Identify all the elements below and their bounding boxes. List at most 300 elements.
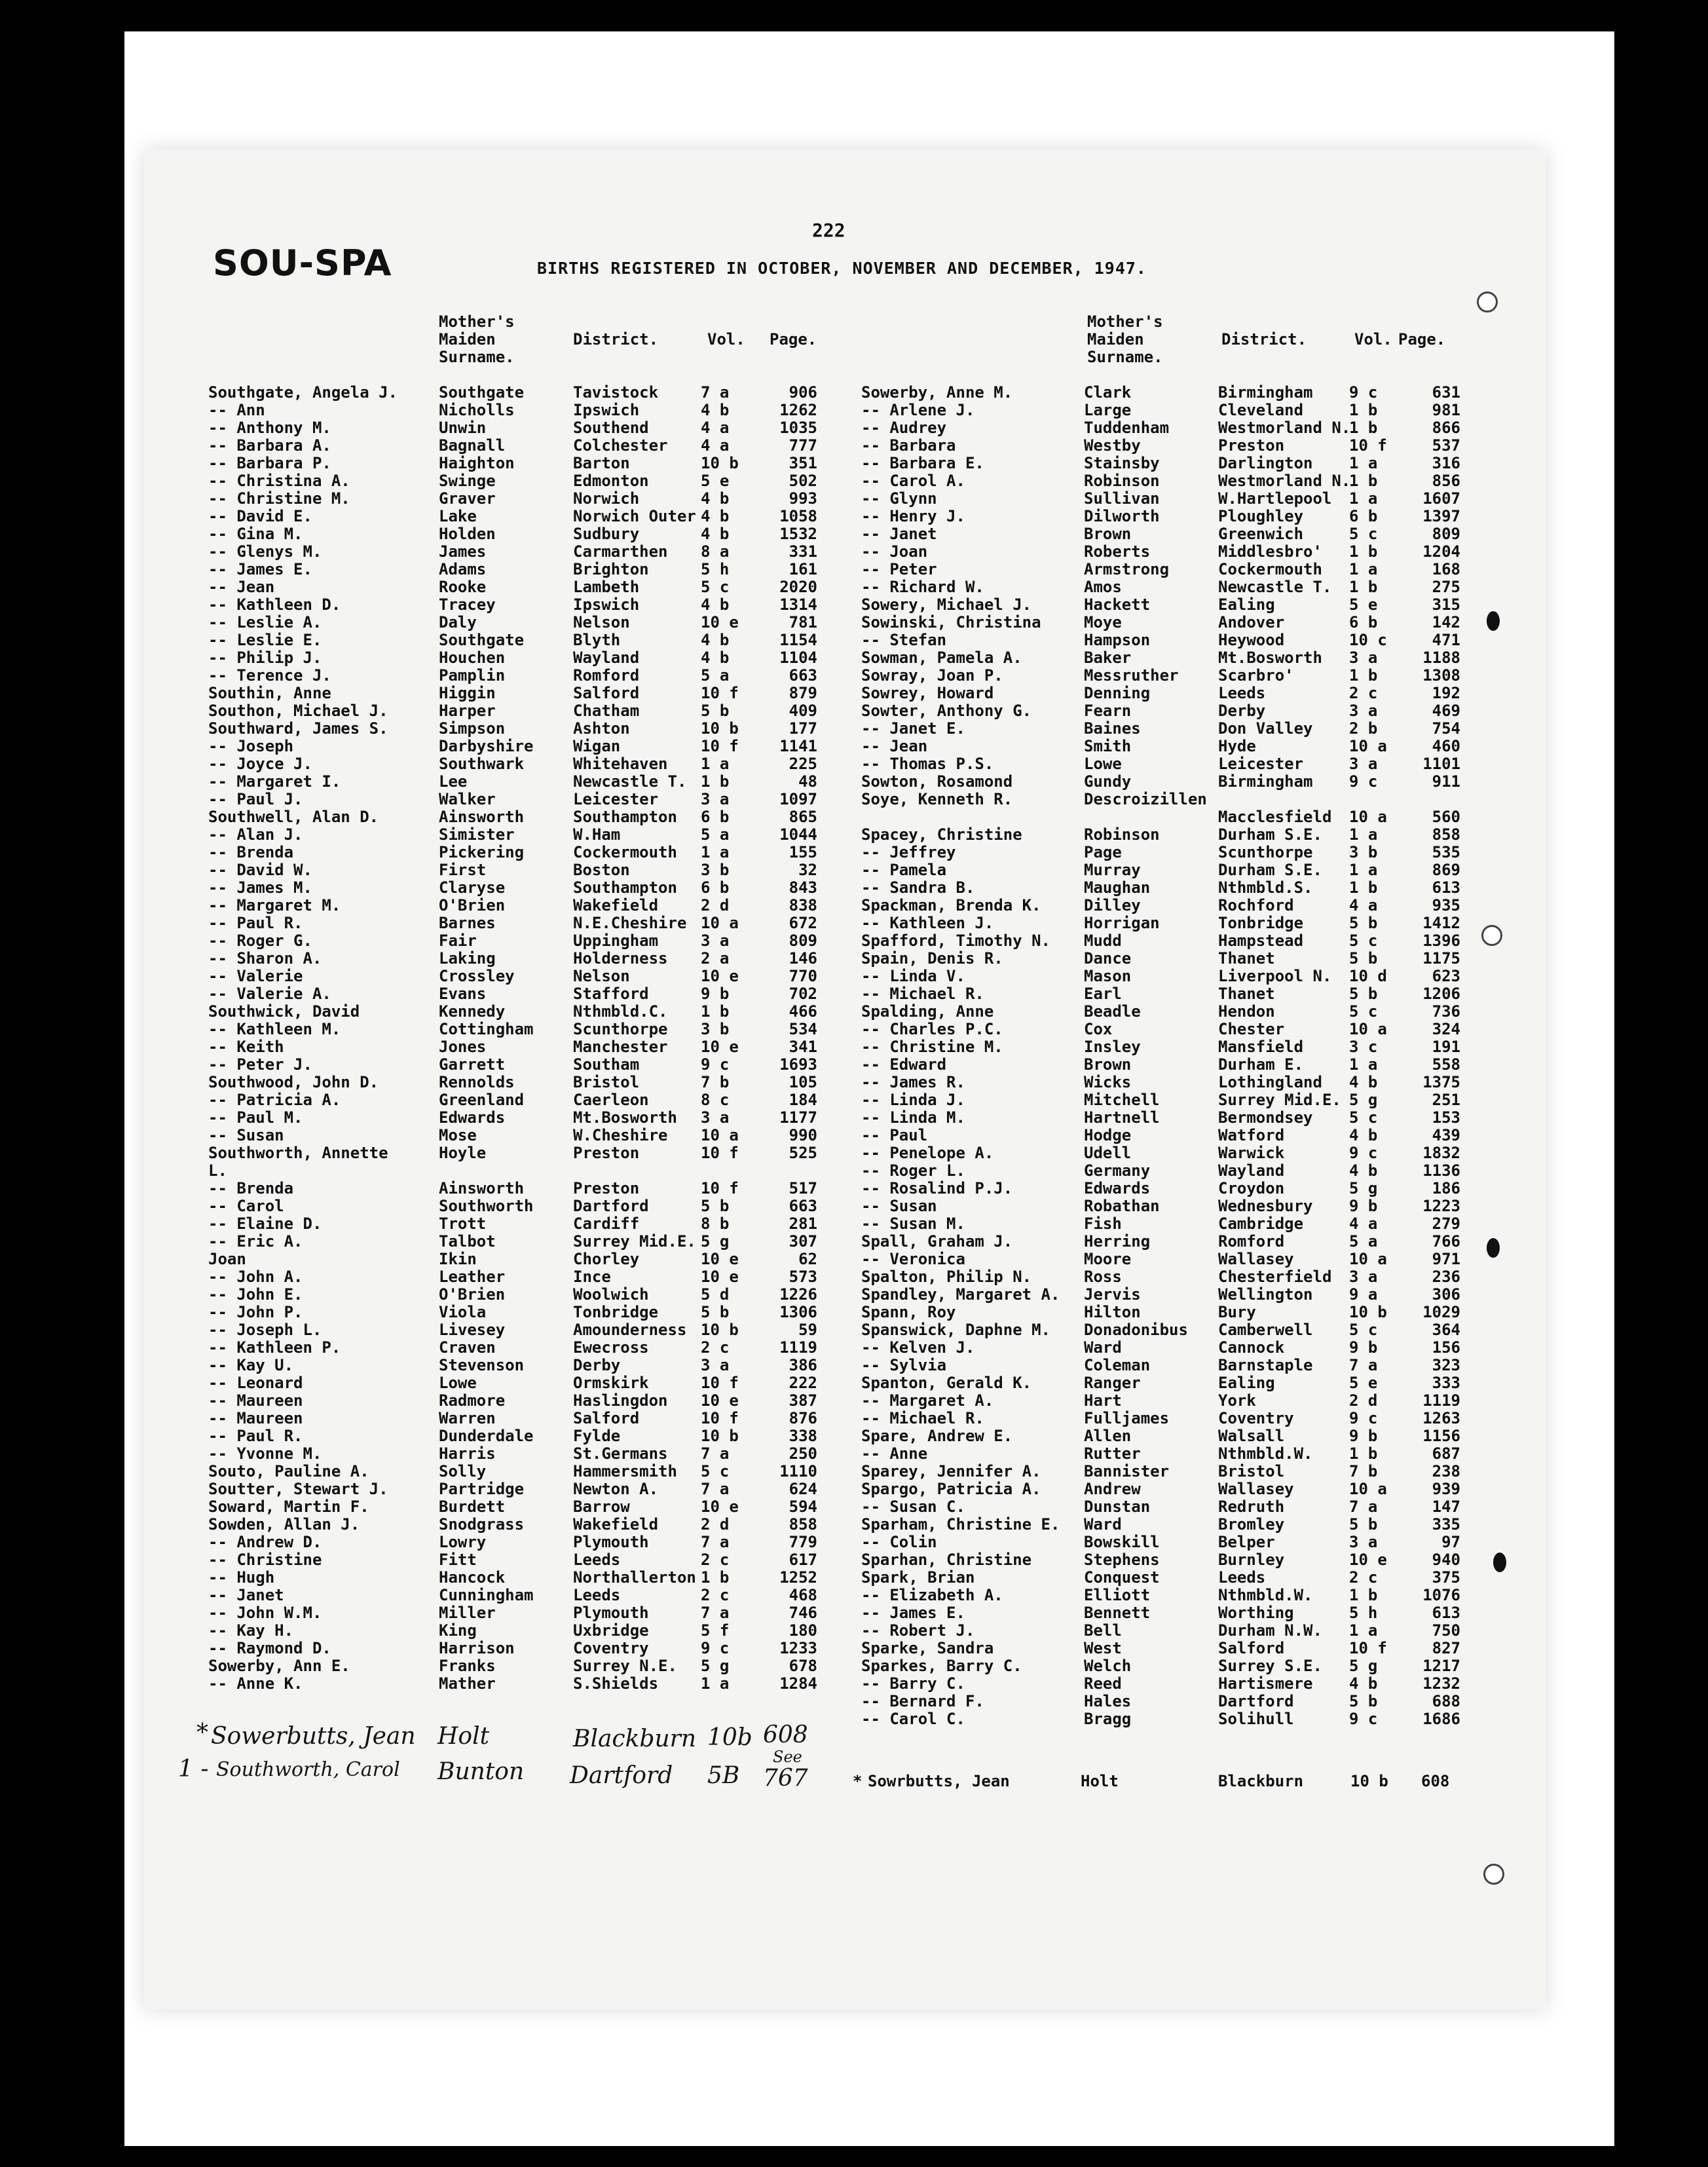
binder-hole [1483, 1864, 1504, 1885]
entry-page: 351 [789, 454, 817, 472]
entry-mother-maiden-name: Southwark [439, 755, 525, 773]
entry-child-name: -- John E. [208, 1285, 303, 1304]
entry-page: 766 [1432, 1232, 1460, 1251]
entry-district: Tavistock [573, 383, 659, 402]
entry-page: 827 [1432, 1639, 1460, 1657]
entry-volume: 8 a [701, 542, 730, 561]
entry-volume: 1 b [1349, 578, 1378, 596]
entry-child-name: -- Patricia A. [208, 1091, 341, 1109]
entry-page: 250 [789, 1444, 817, 1463]
entry-mother-maiden-name: Garrett [439, 1055, 506, 1074]
entry-district: Worthing [1218, 1604, 1294, 1622]
entry-volume: 4 b [1349, 1126, 1378, 1144]
entry-child-name: Spain, Denis R. [861, 949, 1003, 968]
entry-district: Dartford [1218, 1692, 1294, 1710]
entry-volume: 2 c [1349, 1568, 1378, 1587]
entry-mother-maiden-name: Page [1084, 843, 1122, 861]
entry-page: 1607 [1422, 489, 1460, 508]
entry-child-name: -- Brenda [208, 843, 294, 861]
entry-page: 613 [1432, 1604, 1460, 1622]
entry-page: 1412 [1422, 914, 1460, 932]
entry-district: Wakefield [573, 896, 659, 914]
entry-page: 525 [789, 1144, 817, 1162]
entry-page: 1686 [1422, 1710, 1460, 1728]
entry-child-name: -- John W.M. [208, 1604, 322, 1622]
entry-page: 1314 [779, 595, 817, 614]
handwritten-mother-1: Holt [437, 1723, 490, 1750]
entry-mother-maiden-name: Fish [1084, 1215, 1122, 1233]
entry-mother-maiden-name: Bennett [1084, 1604, 1151, 1622]
entry-volume: 4 a [1349, 1215, 1378, 1233]
entry-child-name: -- Joan [861, 542, 928, 561]
entry-district: Hartismere [1218, 1674, 1313, 1693]
entry-district: Salford [573, 684, 640, 702]
entry-volume: 1 b [1349, 419, 1378, 437]
entry-page: 466 [789, 1002, 817, 1021]
entry-page: 617 [789, 1551, 817, 1569]
entry-mother-maiden-name: Dunstan [1084, 1498, 1151, 1516]
entry-child-name: Southwood, John D. [208, 1073, 379, 1091]
entry-child-name: -- Michael R. [861, 1409, 984, 1427]
entry-page: 32 [798, 861, 817, 879]
index-range-code: SOU-SPA [213, 242, 392, 284]
entry-page: 858 [789, 1515, 817, 1534]
entry-district: Blyth [573, 631, 621, 649]
entry-volume: 2 c [701, 1586, 730, 1604]
entry-child-name: -- Edward [861, 1055, 947, 1074]
entry-district: Tonbridge [573, 1303, 659, 1321]
entry-child-name: -- James R. [861, 1073, 965, 1091]
entry-volume: 9 c [701, 1055, 730, 1074]
entry-district: Southampton [573, 808, 677, 826]
entry-child-name: -- Audrey [861, 419, 947, 437]
entry-district: Wayland [573, 649, 640, 667]
entry-mother-maiden-name: Beadle [1084, 1002, 1141, 1021]
entry-district: Derby [573, 1356, 621, 1374]
entry-district: Edmonton [573, 472, 649, 490]
entry-page: 1104 [779, 649, 817, 667]
entry-volume: 10 e [701, 1038, 739, 1056]
entry-child-name: -- Susan [861, 1197, 937, 1215]
entry-volume: 2 c [701, 1338, 730, 1357]
entry-page: 502 [789, 472, 817, 490]
entry-volume: 10 e [701, 613, 739, 631]
entry-volume: 2 b [1349, 719, 1378, 738]
entry-district: Cannock [1218, 1338, 1285, 1357]
entry-page: 1076 [1422, 1586, 1460, 1604]
entry-district: Cardiff [573, 1215, 640, 1233]
entry-volume: 8 b [701, 1215, 730, 1233]
left-header-page: Page. [770, 330, 817, 349]
entry-volume: 10 c [1349, 631, 1387, 649]
entry-child-name: -- Andrew D. [208, 1533, 322, 1551]
entry-mother-maiden-name: Claryse [439, 878, 506, 897]
entry-page: 843 [789, 878, 817, 897]
entry-district: Nthmbld.S. [1218, 878, 1313, 897]
entry-child-name: -- Margaret I. [208, 772, 341, 791]
entry-volume: 7 a [701, 1480, 730, 1498]
entry-mother-maiden-name: Higgin [439, 684, 496, 702]
entry-mother-maiden-name: Mather [439, 1674, 496, 1693]
entry-page: 469 [1432, 702, 1460, 720]
entry-page: 869 [1432, 861, 1460, 879]
entry-volume: 10 f [701, 737, 739, 755]
footnote-vol: 10 b [1350, 1772, 1388, 1790]
handwritten-vol-1: 10b [707, 1724, 752, 1751]
entry-volume: 4 b [701, 401, 730, 419]
entry-mother-maiden-name: Reed [1084, 1674, 1122, 1693]
entry-volume: 7 a [701, 1604, 730, 1622]
entry-district: Nelson [573, 967, 630, 985]
entry-mother-maiden-name: Barnes [439, 914, 496, 932]
entry-page: 879 [789, 684, 817, 702]
entry-child-name: -- Richard W. [861, 578, 984, 596]
entry-volume: 10 a [1349, 1250, 1387, 1268]
entry-volume: 4 b [701, 507, 730, 525]
entry-district: Northallerton [573, 1568, 696, 1587]
entry-child-name: -- Leslie A. [208, 613, 322, 631]
entry-mother-maiden-name: Snodgrass [439, 1515, 525, 1534]
entry-mother-maiden-name: Stainsby [1084, 454, 1160, 472]
entry-child-name: Joan [208, 1250, 246, 1268]
left-header-mother: Mother's Maiden Surname. [439, 312, 515, 366]
entry-mother-maiden-name: Messruther [1084, 666, 1179, 685]
entry-mother-maiden-name: Bannister [1084, 1462, 1170, 1480]
entry-mother-maiden-name: Hancock [439, 1568, 506, 1587]
entry-child-name: -- Jean [861, 737, 928, 755]
entry-page: 1119 [779, 1338, 817, 1357]
entry-volume: 5 c [1349, 1108, 1378, 1127]
entry-child-name: -- Roger L. [861, 1161, 965, 1180]
entry-volume: 9 a [1349, 1285, 1378, 1304]
handwritten-page-1: 608 [763, 1722, 808, 1748]
entry-mother-maiden-name: Stevenson [439, 1356, 525, 1374]
entry-page: 1206 [1422, 985, 1460, 1003]
entry-volume: 1 b [1349, 472, 1378, 490]
entry-mother-maiden-name: Robinson [1084, 472, 1160, 490]
entry-child-name: -- Anthony M. [208, 419, 331, 437]
entry-page: 1204 [1422, 542, 1460, 561]
handwritten-mother-2: Bunton [437, 1758, 525, 1785]
entry-volume: 4 b [1349, 1073, 1378, 1091]
entry-volume: 1 a [701, 1674, 730, 1693]
entry-volume: 3 a [1349, 649, 1378, 667]
entry-page: 471 [1432, 631, 1460, 649]
page-number: 222 [812, 219, 845, 241]
entry-district: Leeds [573, 1551, 621, 1569]
entry-page: 341 [789, 1038, 817, 1056]
entry-mother-maiden-name: Fulljames [1084, 1409, 1170, 1427]
entry-page: 59 [798, 1321, 817, 1339]
entry-child-name: -- Christine M. [208, 489, 350, 508]
entry-district: Barton [573, 454, 630, 472]
entry-district: Nthmbld.W. [1218, 1586, 1313, 1604]
entry-page: 155 [789, 843, 817, 861]
entry-child-name: -- Peter J. [208, 1055, 312, 1074]
entry-page: 1262 [779, 401, 817, 419]
entry-child-name: -- Kathleen M. [208, 1020, 341, 1038]
entry-volume: 9 b [701, 985, 730, 1003]
binder-hole [1481, 925, 1502, 946]
entry-district: Bermondsey [1218, 1108, 1313, 1127]
entry-child-name: -- Christine M. [861, 1038, 1003, 1056]
entry-mother-maiden-name: O'Brien [439, 896, 506, 914]
entry-volume: 7 a [701, 1444, 730, 1463]
binder-mark [1493, 1553, 1506, 1572]
entry-child-name: Southin, Anne [208, 684, 331, 702]
entry-child-name: -- Sylvia [861, 1356, 947, 1374]
entry-mother-maiden-name: Tracey [439, 595, 496, 614]
entry-district: Scunthorpe [573, 1020, 668, 1038]
entry-mother-maiden-name: Roberts [1084, 542, 1151, 561]
entry-page: 331 [789, 542, 817, 561]
entry-child-name: Sparham, Christine E. [861, 1515, 1060, 1534]
entry-volume: 3 b [1349, 843, 1378, 861]
entry-district: Carmarthen [573, 542, 668, 561]
entry-volume: 10 e [1349, 1551, 1387, 1569]
entry-mother-maiden-name: Livesey [439, 1321, 506, 1339]
entry-district: Bristol [1218, 1462, 1285, 1480]
entry-mother-maiden-name: Donadonibus [1084, 1321, 1188, 1339]
entry-district: Wellington [1218, 1285, 1313, 1304]
entry-child-name: -- Joseph [208, 737, 294, 755]
entry-volume: 5 b [701, 1197, 730, 1215]
entry-page: 1693 [779, 1055, 817, 1074]
entry-volume: 2 d [1349, 1391, 1378, 1410]
entry-child-name: Sowrey, Howard [861, 684, 994, 702]
entry-page: 105 [789, 1073, 817, 1091]
entry-district: Norwich Outer [573, 507, 696, 525]
entry-child-name: -- Robert J. [861, 1621, 975, 1640]
entry-district: W.Ham [573, 825, 621, 844]
entry-page: 1044 [779, 825, 817, 844]
entry-mother-maiden-name: Moye [1084, 613, 1122, 631]
entry-district: Westmorland N. [1218, 472, 1351, 490]
entry-mother-maiden-name: Simpson [439, 719, 506, 738]
handwritten-see: See [773, 1748, 802, 1766]
entry-page: 993 [789, 489, 817, 508]
entry-mother-maiden-name: Adams [439, 560, 487, 578]
entry-page: 180 [789, 1621, 817, 1640]
entry-page: 460 [1432, 737, 1460, 755]
entry-child-name: Southwick, David [208, 1002, 360, 1021]
entry-page: 809 [789, 932, 817, 950]
entry-page: 939 [1432, 1480, 1460, 1498]
entry-volume: 5 c [1349, 525, 1378, 543]
entry-district: Camberwell [1218, 1321, 1313, 1339]
binder-mark [1487, 611, 1500, 631]
entry-district: Surrey S.E. [1218, 1657, 1322, 1675]
entry-mother-maiden-name: Large [1084, 401, 1132, 419]
entry-page: 594 [789, 1498, 817, 1516]
entry-page: 306 [1432, 1285, 1460, 1304]
entry-mother-maiden-name: King [439, 1621, 477, 1640]
entry-child-name: -- Veronica [861, 1250, 965, 1268]
entry-district: Fylde [573, 1427, 621, 1445]
entry-child-name: -- John P. [208, 1303, 303, 1321]
entry-child-name: Spacey, Christine [861, 825, 1022, 844]
entry-mother-maiden-name: Bagnall [439, 436, 506, 455]
entry-volume: 1 b [701, 772, 730, 791]
entry-child-name: -- Maureen [208, 1391, 303, 1410]
entry-district: Holderness [573, 949, 668, 968]
entry-volume: 9 b [1349, 1338, 1378, 1357]
entry-volume: 10 b [701, 1427, 739, 1445]
entry-page: 631 [1432, 383, 1460, 402]
entry-district: Wednesbury [1218, 1197, 1313, 1215]
entry-page: 911 [1432, 772, 1460, 791]
entry-district: Salford [573, 1409, 640, 1427]
entry-volume: 5 b [701, 702, 730, 720]
entry-child-name: -- Penelope A. [861, 1144, 994, 1162]
entry-page: 335 [1432, 1515, 1460, 1534]
entry-page: 613 [1432, 878, 1460, 897]
entry-mother-maiden-name: Moore [1084, 1250, 1132, 1268]
entry-page: 222 [789, 1374, 817, 1392]
entry-district: Bromley [1218, 1515, 1285, 1534]
entry-volume: 5 a [701, 825, 730, 844]
entry-mother-maiden-name: Ross [1084, 1268, 1122, 1286]
entry-page: 236 [1432, 1268, 1460, 1286]
entry-mother-maiden-name: Maughan [1084, 878, 1151, 897]
entry-mother-maiden-name: Rooke [439, 578, 487, 596]
entry-mother-maiden-name: Wicks [1084, 1073, 1132, 1091]
entry-volume: 1 b [1349, 401, 1378, 419]
entry-volume: 3 b [701, 861, 730, 879]
entry-mother-maiden-name: Germany [1084, 1161, 1151, 1180]
entry-mother-maiden-name: Armstrong [1084, 560, 1170, 578]
entry-child-name: -- Christine [208, 1551, 322, 1569]
entry-district: Durham S.E. [1218, 861, 1322, 879]
entry-volume: 1 a [1349, 1621, 1378, 1640]
entry-district: Whitehaven [573, 755, 668, 773]
entry-page: 981 [1432, 401, 1460, 419]
entry-mother-maiden-name: Trott [439, 1215, 487, 1233]
entry-district: Redruth [1218, 1498, 1285, 1516]
entry-volume: 2 d [701, 896, 730, 914]
entry-volume: 5 b [701, 1303, 730, 1321]
entry-page: 142 [1432, 613, 1460, 631]
entry-page: 517 [789, 1179, 817, 1197]
entry-child-name: Sparey, Jennifer A. [861, 1462, 1041, 1480]
entry-page: 1188 [1422, 649, 1460, 667]
entry-district: Solihull [1218, 1710, 1294, 1728]
entry-page: 1035 [779, 419, 817, 437]
entry-mother-maiden-name: Harrison [439, 1639, 515, 1657]
entry-district: Coventry [1218, 1409, 1294, 1427]
entry-child-name: Southgate, Angela J. [208, 383, 398, 402]
entry-child-name: Sowerby, Anne M. [861, 383, 1013, 402]
entry-child-name: -- Elaine D. [208, 1215, 322, 1233]
entry-mother-maiden-name: Murray [1084, 861, 1141, 879]
entry-district: Chesterfield [1218, 1268, 1332, 1286]
entry-volume: 2 c [701, 1551, 730, 1569]
handwritten-name-1: Sowerbutts, Jean [211, 1723, 416, 1750]
entry-district: Warwick [1218, 1144, 1285, 1162]
entry-volume: 5 h [701, 560, 730, 578]
entry-child-name: -- Janet [208, 1586, 284, 1604]
entry-page: 560 [1432, 808, 1460, 826]
entry-district: Boston [573, 861, 630, 879]
entry-district: N.E.Cheshire [573, 914, 687, 932]
entry-page: 754 [1432, 719, 1460, 738]
entry-district: Macclesfield [1218, 808, 1332, 826]
entry-child-name: -- Paul R. [208, 914, 303, 932]
entry-volume: 5 b [1349, 1692, 1378, 1710]
entry-volume: 3 b [701, 1020, 730, 1038]
entry-page: 1532 [779, 525, 817, 543]
entry-district: Leeds [1218, 684, 1266, 702]
entry-child-name: -- Pamela [861, 861, 947, 879]
entry-mother-maiden-name: Hampson [1084, 631, 1151, 649]
entry-page: 866 [1432, 419, 1460, 437]
entry-mother-maiden-name: Lake [439, 507, 477, 525]
entry-mother-maiden-name: Harper [439, 702, 496, 720]
entry-child-name: -- Michael R. [861, 985, 984, 1003]
entry-district: Burnley [1218, 1551, 1285, 1569]
entry-volume: 5 d [701, 1285, 730, 1304]
entry-mother-maiden-name: Pickering [439, 843, 525, 861]
entry-mother-maiden-name: Darbyshire [439, 737, 534, 755]
entry-volume: 10 f [701, 1179, 739, 1197]
entry-child-name: -- Margaret M. [208, 896, 341, 914]
entry-volume: 5 c [1349, 1002, 1378, 1021]
entry-mother-maiden-name: Haighton [439, 454, 515, 472]
entry-volume: 1 b [1349, 542, 1378, 561]
entry-district: Uppingham [573, 932, 659, 950]
entry-district: Ploughley [1218, 507, 1304, 525]
entry-volume: 1 a [1349, 560, 1378, 578]
entry-mother-maiden-name: Earl [1084, 985, 1122, 1003]
entry-district: Southam [573, 1055, 640, 1074]
entry-volume: 6 b [1349, 613, 1378, 631]
entry-volume: 5 g [1349, 1091, 1378, 1109]
entry-volume: 10 a [1349, 1480, 1387, 1498]
entry-volume: 10 a [701, 1126, 739, 1144]
entry-district: Thanet [1218, 949, 1275, 968]
entry-mother-maiden-name: Dance [1084, 949, 1132, 968]
entry-child-name: -- Susan M. [861, 1215, 965, 1233]
entry-mother-maiden-name: Dilley [1084, 896, 1141, 914]
footnote-name: Sowrbutts, Jean [868, 1772, 1010, 1790]
entry-mother-maiden-name: Brown [1084, 525, 1132, 543]
handwritten-page-2: 767 [763, 1765, 808, 1792]
entry-mother-maiden-name: Ikin [439, 1250, 477, 1268]
entry-district: Cleveland [1218, 401, 1304, 419]
entry-district: Cockermouth [1218, 560, 1322, 578]
entry-mother-maiden-name: Gundy [1084, 772, 1132, 791]
entry-mother-maiden-name: Craven [439, 1338, 496, 1357]
entry-child-name: -- Janet E. [861, 719, 965, 738]
entry-mother-maiden-name: Warren [439, 1409, 496, 1427]
entry-volume: 5 c [701, 1462, 730, 1480]
entry-district: Hammersmith [573, 1462, 677, 1480]
entry-child-name: Soward, Martin F. [208, 1498, 369, 1516]
entry-child-name: Spanswick, Daphne M. [861, 1321, 1050, 1339]
entry-page: 97 [1441, 1533, 1460, 1551]
entry-volume: 7 a [701, 383, 730, 402]
entry-volume: 9 c [701, 1639, 730, 1657]
entry-volume: 7 b [1349, 1462, 1378, 1480]
entry-mother-maiden-name: Andrew [1084, 1480, 1141, 1498]
entry-mother-maiden-name: Jervis [1084, 1285, 1141, 1304]
entry-district: Durham N.W. [1218, 1621, 1322, 1640]
entry-volume: 10 a [701, 914, 739, 932]
entry-volume: 4 b [701, 489, 730, 508]
entry-page: 275 [1432, 578, 1460, 596]
entry-mother-maiden-name: Smith [1084, 737, 1132, 755]
entry-child-name: -- Barbara E. [861, 454, 984, 472]
